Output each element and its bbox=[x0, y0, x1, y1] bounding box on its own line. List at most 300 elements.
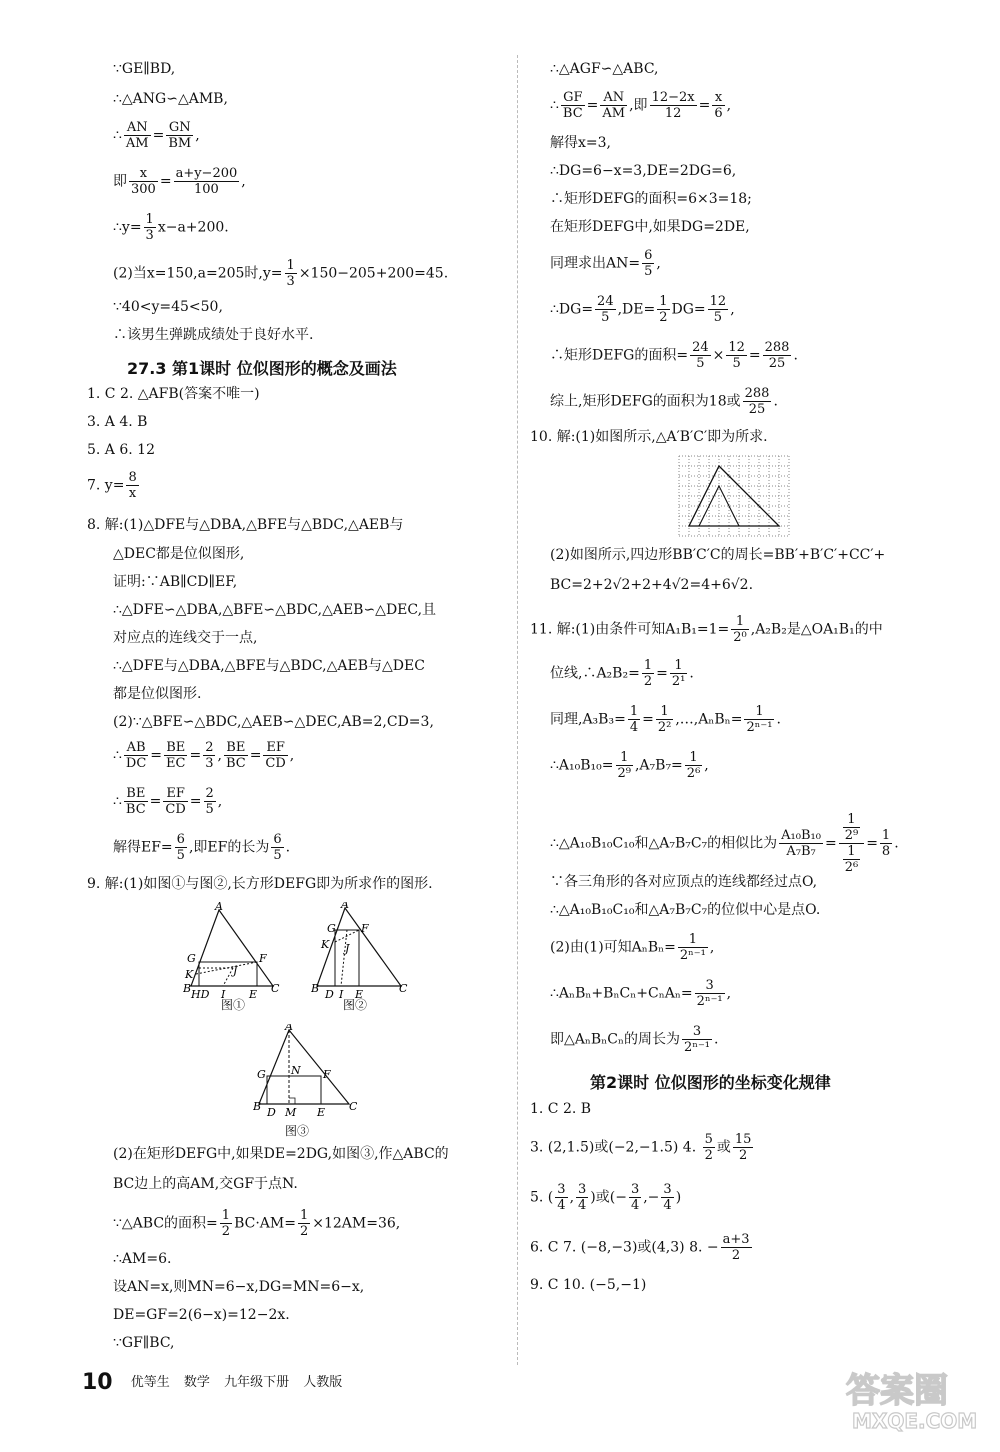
fraction bbox=[561, 90, 585, 121]
svg-text:F: F bbox=[259, 952, 267, 965]
fraction bbox=[690, 340, 711, 371]
fraction bbox=[285, 258, 297, 289]
denominator: 5 bbox=[732, 356, 741, 371]
fraction bbox=[843, 844, 860, 875]
denominator: 2 bbox=[659, 310, 668, 325]
denominator: 2ⁿ⁻¹ bbox=[746, 720, 773, 735]
fraction bbox=[708, 294, 729, 325]
svg-text:M: M bbox=[285, 1106, 297, 1119]
line: ∴△AGF∽△ABC, bbox=[550, 61, 659, 77]
denominator: 2⁹ bbox=[617, 766, 631, 781]
text: 同理求出AN= bbox=[550, 255, 641, 272]
fraction bbox=[271, 832, 283, 863]
text: 解得EF= bbox=[113, 839, 173, 856]
numerator: 6 bbox=[176, 832, 185, 847]
numerator: 1 bbox=[145, 212, 154, 227]
line: 解得x=3, bbox=[550, 135, 611, 151]
numerator: 1 bbox=[629, 704, 639, 719]
svg-text:A: A bbox=[285, 1024, 293, 1033]
svg-text:C: C bbox=[349, 1100, 357, 1113]
text: ,即EF的长为 bbox=[188, 839, 270, 856]
denominator: 25 bbox=[748, 402, 766, 417]
figure-caption: 图② bbox=[343, 998, 368, 1012]
denominator: 5 bbox=[644, 264, 653, 279]
denominator: 2 bbox=[704, 1148, 713, 1163]
svg-text:G: G bbox=[187, 952, 196, 965]
denominator: 3 bbox=[286, 274, 295, 289]
line: ∵各三角形的各对应顶点的连线都经过点O, bbox=[550, 874, 818, 890]
figure-caption: 图① bbox=[221, 998, 246, 1012]
numerator: 2 bbox=[205, 786, 214, 801]
numerator: a+y−200 bbox=[175, 166, 238, 181]
svg-text:K: K bbox=[321, 938, 330, 951]
grid-figure-svg bbox=[678, 455, 790, 539]
fraction bbox=[576, 1182, 588, 1213]
line: 位线,∴A₂B₂= $\frac{1}{2}$ = $\frac{1}{\text{2¹}}$ . bbox=[550, 658, 694, 689]
denominator: 5 bbox=[696, 356, 705, 371]
fraction bbox=[779, 828, 823, 859]
numerator: 12−2x bbox=[651, 90, 695, 105]
denominator: 3 bbox=[205, 756, 214, 771]
fraction bbox=[678, 932, 708, 963]
fraction bbox=[298, 1208, 310, 1239]
column-divider bbox=[517, 55, 518, 1365]
fraction bbox=[144, 212, 156, 243]
numerator: 3 bbox=[682, 1024, 712, 1040]
denominator: 5 bbox=[713, 310, 723, 325]
text: ∵△ABC的面积= bbox=[113, 1215, 218, 1232]
fraction bbox=[124, 786, 148, 817]
fraction bbox=[163, 786, 187, 817]
text: )或(− bbox=[590, 1189, 627, 1206]
denominator: 2ⁿ⁻¹ bbox=[679, 948, 706, 963]
line: ∴该男生弹跳成绩处于良好水平. bbox=[113, 327, 314, 343]
svg-text:B: B bbox=[311, 982, 320, 995]
denominator: 2 bbox=[643, 674, 653, 689]
denominator: A₇B₇ bbox=[786, 844, 816, 859]
fraction bbox=[661, 1182, 673, 1213]
compound-fraction bbox=[839, 812, 864, 875]
numerator: 3 bbox=[630, 1182, 640, 1197]
text: ,DE= bbox=[617, 301, 656, 318]
line: (2)如图所示,四边形BB′C′C的周长=BB′+B′C′+CC′+ bbox=[550, 547, 886, 563]
fraction bbox=[657, 294, 669, 325]
line: DE=GF=2(6−x)=12−2x. bbox=[113, 1307, 290, 1323]
svg-text:D: D bbox=[325, 988, 334, 1001]
fraction bbox=[220, 1208, 232, 1239]
text: ∴AₙBₙ+BₙCₙ+CₙAₙ= bbox=[550, 985, 693, 1002]
text: 同理,A₃B₃= bbox=[550, 711, 626, 728]
numerator: 1 bbox=[656, 704, 673, 720]
line: (2)∵△BFE∽△BDC,△AEB∽△DEC,AB=2,CD=3, bbox=[113, 714, 434, 730]
numerator: 1 bbox=[659, 294, 668, 309]
denominator: 2⁶ bbox=[686, 766, 701, 781]
line: ∴AₙBₙ+BₙCₙ+CₙAₙ= $\frac{3}{\text{2ⁿ⁻¹}}$ , bbox=[550, 978, 732, 1009]
page-number: 10 bbox=[82, 1370, 113, 1395]
numerator: 288 bbox=[764, 340, 790, 355]
fraction bbox=[174, 166, 240, 197]
line: ∴A₁₀B₁₀= $\frac{1}{\text{2⁹}}$ ,A₇B₇= $\frac{1}{\text{2⁶}}$ , bbox=[550, 750, 709, 781]
line: ∴△A₁₀B₁₀C₁₀和△A₇B₇C₇的位似中心是点O. bbox=[550, 902, 821, 918]
footer-edition: 人教版 bbox=[303, 1375, 343, 1390]
fraction bbox=[656, 704, 673, 735]
numerator: AN bbox=[600, 90, 627, 106]
fraction bbox=[616, 750, 633, 781]
answer-line: 1. C 2. △AFB(答案不唯一) bbox=[87, 386, 260, 402]
text: ∴DG= bbox=[550, 301, 594, 318]
svg-text:C: C bbox=[271, 982, 280, 995]
text: ×150−205+200=45. bbox=[298, 265, 449, 282]
fraction bbox=[126, 470, 138, 501]
denominator: DC bbox=[125, 756, 147, 771]
answer-line: 1. C 2. B bbox=[530, 1101, 592, 1117]
numerator: 1 bbox=[221, 1208, 231, 1223]
line: ∵GE∥BD, bbox=[113, 61, 176, 77]
numerator bbox=[839, 812, 864, 844]
denominator: EC bbox=[166, 756, 186, 771]
line: 在矩形DEFG中,如果DG=2DE, bbox=[550, 219, 750, 235]
line: ∴DG= $\frac{24}{5}$ ,DE= $\frac{1}{2}$ DG= $\frac{12}{5}$ , bbox=[550, 294, 735, 325]
fraction bbox=[124, 740, 148, 771]
fraction bbox=[703, 1132, 715, 1163]
answer-line: 9. C 10. (−5,−1) bbox=[530, 1277, 647, 1293]
denominator bbox=[839, 844, 864, 875]
fraction bbox=[744, 704, 774, 735]
fraction bbox=[733, 1132, 754, 1163]
numerator: x bbox=[129, 166, 158, 182]
numerator: 6 bbox=[644, 248, 653, 263]
svg-text:N: N bbox=[291, 1064, 301, 1077]
numerator: 1 bbox=[731, 614, 748, 630]
text: (2)由(1)可知AₙBₙ= bbox=[550, 939, 676, 956]
fraction bbox=[129, 166, 158, 197]
fraction bbox=[203, 740, 215, 771]
denominator: 4 bbox=[663, 1198, 672, 1213]
text: ∴ bbox=[113, 747, 122, 764]
denominator: 5 bbox=[273, 848, 282, 863]
fraction bbox=[743, 386, 772, 417]
line bbox=[113, 258, 448, 289]
numerator: 5 bbox=[704, 1132, 713, 1147]
denominator: 5 bbox=[601, 310, 610, 325]
fraction bbox=[224, 740, 248, 771]
fraction bbox=[263, 740, 287, 771]
denominator: 3 bbox=[145, 228, 154, 243]
line: ∴矩形DEFG的面积= $\frac{24}{5}$ × $\frac{12}{5}$ = $\frac{288}{25}$ . bbox=[550, 340, 798, 371]
numerator: 24 bbox=[597, 294, 614, 309]
numerator: 1 bbox=[843, 812, 860, 828]
text: ,…,AₙBₙ= bbox=[675, 711, 743, 728]
line: ∴AM=6. bbox=[113, 1251, 172, 1267]
svg-text:D: D bbox=[267, 1106, 276, 1119]
answer-line bbox=[530, 1132, 755, 1163]
fraction bbox=[166, 120, 193, 151]
denominator: BC bbox=[225, 756, 246, 771]
denominator: 5 bbox=[205, 802, 214, 817]
line: △DEC都是位似图形, bbox=[113, 546, 245, 562]
svg-text:E: E bbox=[355, 988, 364, 1001]
footer-brand: 优等生 bbox=[130, 1375, 170, 1390]
footer-subject: 数学 bbox=[183, 1375, 210, 1390]
numerator: 8 bbox=[128, 470, 137, 485]
fraction bbox=[695, 978, 725, 1009]
denominator: BM bbox=[168, 136, 192, 151]
text: 5. ( bbox=[530, 1189, 554, 1206]
fraction bbox=[595, 294, 616, 325]
numerator: 1 bbox=[685, 750, 702, 766]
text: ∴ bbox=[113, 127, 122, 144]
numerator: 1 bbox=[616, 750, 633, 766]
fraction bbox=[629, 1182, 641, 1213]
text: = bbox=[152, 127, 165, 144]
numerator: 1 bbox=[670, 658, 687, 674]
denominator: 2 bbox=[731, 1248, 741, 1263]
answer-line bbox=[87, 470, 141, 501]
denominator: 5 bbox=[176, 848, 185, 863]
svg-text:I: I bbox=[339, 988, 344, 1001]
line bbox=[113, 166, 246, 197]
line: BC=2+2√2+2+4√2=4+6√2. bbox=[550, 577, 754, 593]
svg-text:HD: HD bbox=[191, 988, 210, 1001]
svg-text:C: C bbox=[399, 982, 408, 995]
fraction bbox=[124, 120, 151, 151]
denominator: 2⁰ bbox=[733, 630, 747, 645]
fraction bbox=[204, 786, 216, 817]
denominator: AM bbox=[602, 106, 626, 121]
fraction bbox=[642, 248, 654, 279]
svg-text:B: B bbox=[183, 982, 192, 995]
denominator: 2⁹ bbox=[844, 828, 859, 843]
denominator: 2¹ bbox=[671, 674, 686, 689]
fraction bbox=[628, 704, 640, 735]
figure-caption: 图③ bbox=[285, 1124, 310, 1138]
watermark-url: MXQE.COM bbox=[852, 1409, 978, 1433]
line: 对应点的连线交于一点, bbox=[113, 630, 258, 646]
line: 解得EF= $\frac{6}{5}$ ,即EF的长为 $\frac{6}{5}$ . bbox=[113, 832, 291, 863]
numerator: 1 bbox=[299, 1208, 309, 1223]
answer-line: 5. ( $\frac{3}{4}$ , $\frac{3}{4}$ )或(− $\frac{3}{4}$ ,− $\frac{3}{4}$ ) bbox=[530, 1182, 682, 1213]
line: ∴ $\frac{BE}{BC}$ = $\frac{EF}{CD}$ = $\frac{2}{5}$ , bbox=[113, 786, 223, 817]
footer-grade: 九年级下册 bbox=[224, 1375, 290, 1390]
line: 证明:∵AB∥CD∥EF, bbox=[113, 574, 238, 590]
line: BC边上的高AM,交GF于点N. bbox=[113, 1176, 298, 1192]
grid-figure bbox=[678, 455, 790, 543]
denominator: BC bbox=[125, 802, 146, 817]
numerator: A₁₀B₁₀ bbox=[781, 828, 821, 843]
numerator: 1 bbox=[286, 258, 295, 273]
denominator: 300 bbox=[131, 182, 156, 197]
denominator: 4 bbox=[557, 1198, 566, 1213]
text: ∴△A₁₀B₁₀C₁₀和△A₇B₇C₇的相似比为 bbox=[550, 835, 778, 852]
figure-3 bbox=[253, 1024, 357, 1128]
fraction bbox=[712, 90, 724, 121]
denominator: 25 bbox=[768, 356, 786, 371]
answer-line: 10. 解:(1)如图所示,△A′B′C′即为所求. bbox=[530, 429, 768, 445]
answer-line bbox=[530, 1232, 754, 1263]
svg-text:K: K bbox=[185, 968, 194, 981]
numerator: 3 bbox=[578, 1182, 587, 1197]
watermark-text: 答案圈 bbox=[846, 1371, 948, 1411]
text: , bbox=[241, 173, 246, 190]
fraction bbox=[726, 340, 747, 371]
answer-line bbox=[530, 614, 883, 645]
denominator: CD bbox=[165, 802, 186, 817]
numerator: BE bbox=[224, 740, 248, 756]
svg-text:E: E bbox=[249, 988, 258, 1001]
denominator: 4 bbox=[629, 720, 639, 735]
text: DG= bbox=[671, 301, 706, 318]
text: 即△AₙBₙCₙ的周长为 bbox=[550, 1031, 681, 1048]
fraction bbox=[650, 90, 697, 121]
line: ∴DG=6−x=3,DE=2DG=6, bbox=[550, 163, 737, 179]
line: ∵GF∥BC, bbox=[113, 1335, 175, 1351]
text: x−a+200. bbox=[157, 219, 229, 236]
svg-text:J: J bbox=[233, 964, 238, 977]
numerator: 1 bbox=[843, 844, 860, 860]
numerator: 288 bbox=[744, 386, 770, 401]
numerator: EF bbox=[163, 786, 187, 802]
text: ,A₂B₂是△OA₁B₁的中 bbox=[750, 621, 883, 638]
line: 即△AₙBₙCₙ的周长为 $\frac{3}{\text{2ⁿ⁻¹}}$ . bbox=[550, 1024, 719, 1055]
fraction bbox=[642, 658, 654, 689]
denominator: x bbox=[128, 486, 137, 501]
text: 3. (2,1.5)或(−2,−1.5) 4. bbox=[530, 1139, 701, 1156]
text: ) bbox=[675, 1189, 682, 1206]
fraction bbox=[763, 340, 792, 371]
fraction bbox=[600, 90, 627, 121]
line bbox=[113, 212, 229, 243]
line: (2)在矩形DEFG中,如果DE=2DG,如图③,作△ABC的 bbox=[113, 1146, 449, 1162]
text: 6. C 7. (−8,−3)或(4,3) 8. − bbox=[530, 1239, 719, 1256]
answer-line: 9. 解:(1)如图①与图②,长方形DEFG即为所求作的图形. bbox=[87, 876, 433, 892]
text: , bbox=[195, 127, 200, 144]
fraction bbox=[880, 828, 892, 859]
answer-line: 3. A 4. B bbox=[87, 414, 148, 430]
numerator: 3 bbox=[557, 1182, 566, 1197]
numerator: 1 bbox=[678, 932, 708, 948]
svg-text:J: J bbox=[345, 942, 350, 955]
denominator: 2ⁿ⁻¹ bbox=[696, 994, 723, 1009]
fraction bbox=[682, 1024, 712, 1055]
denominator: 6 bbox=[714, 106, 723, 121]
denominator: 2 bbox=[221, 1224, 231, 1239]
numerator: GF bbox=[561, 90, 585, 106]
text: 即 bbox=[113, 173, 127, 190]
numerator: EF bbox=[263, 740, 287, 756]
line: ∴ $\frac{GF}{BC}$ = $\frac{AN}{AM}$ ,即 $\frac{12-2x}{12}$ = $\frac{x}{6}$ , bbox=[550, 90, 732, 121]
numerator: 15 bbox=[734, 1132, 752, 1147]
denominator: 12 bbox=[664, 106, 682, 121]
denominator: 4 bbox=[578, 1198, 587, 1213]
numerator: x bbox=[712, 90, 724, 106]
numerator: BE bbox=[124, 786, 148, 802]
fraction bbox=[685, 750, 702, 781]
numerator: GN bbox=[166, 120, 193, 136]
line: ∵40<y=45<50, bbox=[113, 299, 223, 315]
line: ∴ $\frac{AB}{DC}$ = $\frac{BE}{EC}$ = $\frac{2}{3}$ , $\frac{BE}{BC}$ = $\frac{EF}{CD}$ , bbox=[113, 740, 295, 771]
text: , bbox=[217, 747, 222, 764]
text: ∴矩形DEFG的面积= bbox=[550, 347, 689, 364]
section-heading: 27.3 第1课时 位似图形的概念及画法 bbox=[127, 359, 397, 378]
numerator: 3 bbox=[695, 978, 725, 994]
line bbox=[113, 1208, 400, 1239]
numerator: AB bbox=[124, 740, 148, 756]
line: ∴△DFE与△DBA,△BFE与△BDC,△AEB与△DEC bbox=[113, 658, 425, 674]
section-heading: 第2课时 位似图形的坐标变化规律 bbox=[590, 1073, 831, 1092]
fraction bbox=[843, 812, 860, 843]
text: ∴ bbox=[113, 793, 122, 810]
numerator: 12 bbox=[709, 294, 727, 309]
line: ∴△A₁₀B₁₀C₁₀和△A₇B₇C₇的相似比为 $\frac{\text{A₁₀B₁₀}}{\text{A₇B₇}}$ = $\frac{\frac{1}{\text{2⁹}}}{\frac{1}{\text{2⁶}}}$ = $\frac{1}{8}$ . bbox=[550, 812, 899, 875]
line bbox=[113, 120, 200, 151]
svg-text:A: A bbox=[341, 902, 349, 911]
text: ,− bbox=[643, 1189, 660, 1206]
svg-text:A: A bbox=[215, 902, 223, 913]
fraction bbox=[731, 614, 748, 645]
text: = bbox=[159, 173, 172, 190]
text: 或 bbox=[716, 1139, 731, 1156]
text: 位线,∴A₂B₂= bbox=[550, 665, 640, 682]
svg-text:E: E bbox=[317, 1106, 326, 1119]
denominator: 4 bbox=[630, 1198, 640, 1213]
svg-text:B: B bbox=[253, 1100, 262, 1113]
svg-text:F: F bbox=[361, 922, 369, 935]
text: ∴ bbox=[550, 97, 559, 114]
line: 都是位似图形. bbox=[113, 686, 202, 702]
text: 11. 解:(1)由条件可知A₁B₁=1= bbox=[530, 621, 730, 638]
fraction bbox=[164, 740, 187, 771]
line: 同理,A₃B₃= $\frac{1}{4}$ = $\frac{1}{\text{2²}}$ ,…,AₙBₙ= $\frac{1}{\text{2ⁿ⁻¹}}$ . bbox=[550, 704, 781, 735]
svg-text:G: G bbox=[257, 1068, 266, 1081]
line: ∴△DFE∽△DBA,△BFE∽△BDC,△AEB∽△DEC,且 bbox=[113, 602, 437, 618]
line: ∴△ANG∽△AMB, bbox=[113, 91, 228, 107]
denominator: 2 bbox=[299, 1224, 309, 1239]
numerator: 2 bbox=[205, 740, 214, 755]
numerator: 12 bbox=[728, 340, 745, 355]
numerator: 1 bbox=[643, 658, 653, 673]
answer-line: 8. 解:(1)△DFE与△DBA,△BFE与△BDC,△AEB与 bbox=[87, 517, 404, 533]
numerator: AN bbox=[124, 120, 151, 136]
numerator: 24 bbox=[692, 340, 709, 355]
numerator: 3 bbox=[663, 1182, 672, 1197]
denominator: CD bbox=[265, 756, 286, 771]
denominator: 100 bbox=[194, 182, 219, 197]
line: 综上,矩形DEFG的面积为18或 $\frac{288}{25}$ . bbox=[550, 386, 778, 417]
denominator: 8 bbox=[881, 844, 891, 859]
line: 设AN=x,则MN=6−x,DG=MN=6−x, bbox=[113, 1279, 365, 1295]
text: ×12AM=36, bbox=[312, 1215, 401, 1232]
text: 7. y= bbox=[87, 477, 125, 494]
numerator: a+3 bbox=[722, 1232, 750, 1247]
fraction bbox=[175, 832, 187, 863]
text: 综上,矩形DEFG的面积为18或 bbox=[550, 393, 741, 410]
svg-text:G: G bbox=[327, 922, 336, 935]
line: ∴矩形DEFG的面积=6×3=18; bbox=[550, 191, 752, 207]
text: ,A₇B₇= bbox=[634, 757, 683, 774]
denominator: BC bbox=[562, 106, 583, 121]
answer-line: 5. A 6. 12 bbox=[87, 442, 155, 458]
text: (2)当x=150,a=205时,y= bbox=[113, 265, 283, 282]
svg-text:I: I bbox=[221, 988, 226, 1001]
page-footer bbox=[82, 1370, 352, 1395]
text: BC·AM= bbox=[234, 1215, 296, 1232]
line: 同理求出AN= $\frac{6}{5}$ , bbox=[550, 248, 661, 279]
line: (2)由(1)可知AₙBₙ= $\frac{1}{\text{2ⁿ⁻¹}}$ , bbox=[550, 932, 715, 963]
numerator: BE bbox=[164, 740, 187, 756]
fraction bbox=[721, 1232, 752, 1263]
text: ∴A₁₀B₁₀= bbox=[550, 757, 614, 774]
numerator: 1 bbox=[881, 828, 891, 843]
